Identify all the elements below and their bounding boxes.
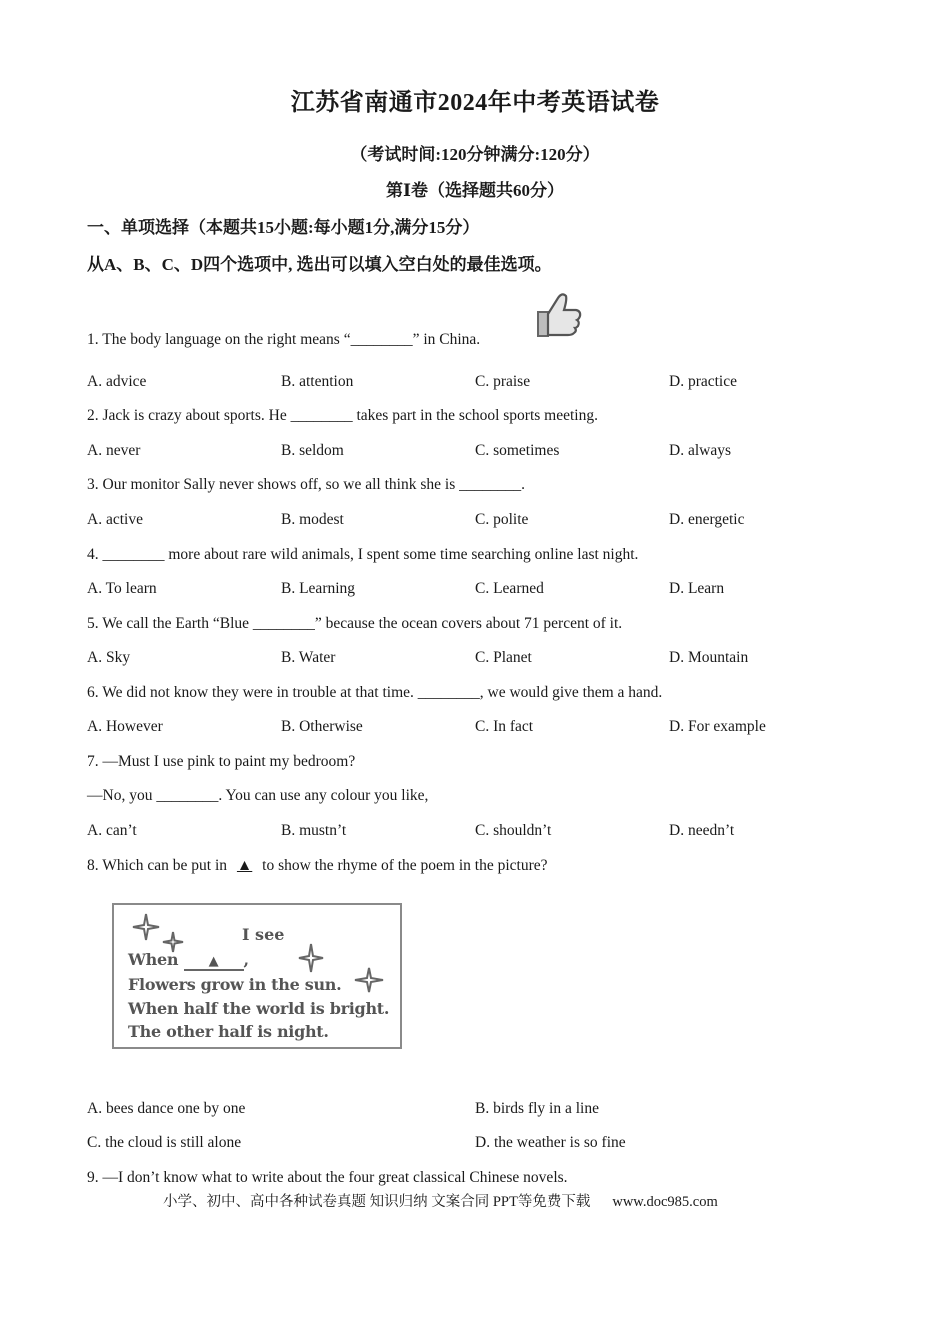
question-2-option-a: A. never <box>87 442 141 459</box>
question-5-option-c: C. Planet <box>475 649 532 666</box>
question-6-stem: 6. We did not know they were in trouble at that time. ________, we would give them a hand. <box>87 684 663 701</box>
question-2-option-d: D. always <box>669 442 731 459</box>
page-title: 江苏省南通市2024年中考英语试卷 <box>290 90 660 116</box>
question-4-option-b: B. Learning <box>281 580 356 597</box>
question-5-option-b: B. Water <box>281 649 336 666</box>
page-footer <box>163 1190 718 1211</box>
question-2-stem: 2. Jack is crazy about sports. He ________ takes part in the school sports meeting. <box>87 407 598 424</box>
exam-info: （考试时间:120分钟满分:120分） <box>350 145 600 164</box>
question-8-blank-mark: ▲ <box>236 857 253 874</box>
question-1-option-b: B. attention <box>281 373 354 390</box>
poem-line-1-text: When <box>128 950 184 969</box>
question-3-option-c: C. polite <box>475 511 529 528</box>
question-9-stem: 9. —I don’t know what to write about the four great classical Chinese novels. <box>87 1169 568 1186</box>
poem-line-4: The other half is night. <box>128 1022 329 1041</box>
question-4-option-c: C. Learned <box>475 580 544 597</box>
question-3-option-d: D. energetic <box>669 511 745 528</box>
question-6-option-b: B. Otherwise <box>281 718 363 735</box>
question-5-option-d: D. Mountain <box>669 649 749 666</box>
question-8-option-a: A. bees dance one by one <box>87 1100 246 1117</box>
question-7-option-d: D. needn’t <box>669 822 735 839</box>
question-4-stem: 4. ________ more about rare wild animals, I spent some time searching online last night. <box>87 546 639 563</box>
section-instruction: 从A、B、C、D四个选项中, 选出可以填入空白处的最佳选项。 <box>87 255 552 274</box>
question-7-stem: 7. —Must I use pink to paint my bedroom? <box>87 753 356 770</box>
question-3-option-a: A. active <box>87 511 143 528</box>
question-5-option-a: A. Sky <box>87 649 131 666</box>
thumbs-up-icon <box>532 290 584 340</box>
poem-line-1: When ▲ , <box>128 950 249 969</box>
question-8-option-c: C. the cloud is still alone <box>87 1134 242 1151</box>
question-1-stem: 1. The body language on the right means “________” in China. <box>87 331 481 348</box>
question-7-option-c: C. shouldn’t <box>475 822 552 839</box>
part-title: 第Ⅰ卷（选择题共60分） <box>386 181 564 200</box>
question-5-stem: 5. We call the Earth “Blue ________” because the ocean covers about 71 percent of it. <box>87 615 623 632</box>
question-4-option-d: D. Learn <box>669 580 725 597</box>
poem-title: I see <box>242 925 285 944</box>
question-7-option-b: B. mustn’t <box>281 822 347 839</box>
question-6-option-a: A. However <box>87 718 163 735</box>
poem-picture <box>112 903 402 1049</box>
question-7-option-a: A. can’t <box>87 822 137 839</box>
question-6-option-d: D. For example <box>669 718 766 735</box>
question-2-option-b: B. seldom <box>281 442 344 459</box>
question-8-option-d: D. the weather is so fine <box>475 1134 626 1151</box>
question-3-stem: 3. Our monitor Sally never shows off, so we all think she is ________. <box>87 476 525 493</box>
question-8-option-b: B. birds fly in a line <box>475 1100 599 1117</box>
sparkle-icon <box>354 967 384 993</box>
question-2-option-c: C. sometimes <box>475 442 560 459</box>
footer-text: 小学、初中、高中各种试卷真题 知识归纳 文案合同 PPT等免费下载 <box>163 1194 591 1210</box>
question-7-reply: —No, you ________. You can use any colour you like, <box>87 787 429 804</box>
question-3-option-b: B. modest <box>281 511 344 528</box>
poem-blank-mark: ▲ <box>184 954 244 971</box>
sparkle-icon <box>132 913 160 941</box>
question-8-stem <box>87 857 548 875</box>
question-8-stem-pre: 8. Which can be put in <box>87 857 231 874</box>
question-6-option-c: C. In fact <box>475 718 534 735</box>
footer-url[interactable]: www.doc985.com <box>612 1194 718 1210</box>
section-title: 一、单项选择（本题共15小题:每小题1分,满分15分） <box>87 218 480 237</box>
question-1-option-c: C. praise <box>475 373 531 390</box>
question-1-option-d: D. practice <box>669 373 737 390</box>
question-1-option-a: A. advice <box>87 373 147 390</box>
question-8-stem-post: to show the rhyme of the poem in the picture? <box>258 857 548 874</box>
sparkle-icon <box>298 943 324 973</box>
poem-line-2: Flowers grow in the sun. <box>128 975 342 994</box>
question-4-option-a: A. To learn <box>87 580 157 597</box>
poem-line-3: When half the world is bright. <box>128 999 390 1018</box>
